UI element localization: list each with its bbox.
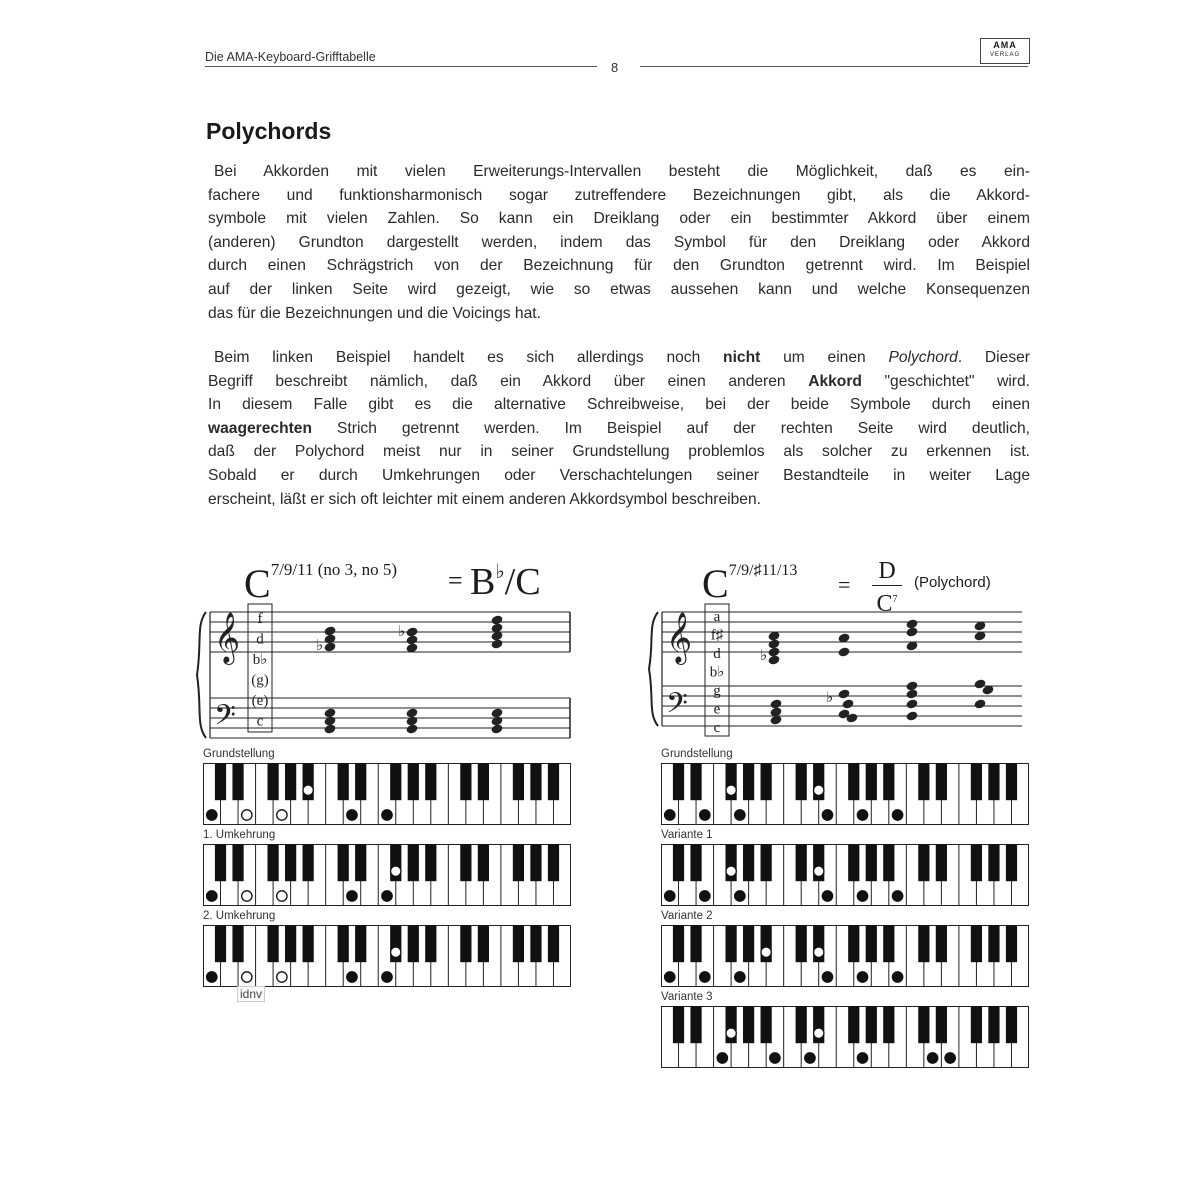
notehead <box>905 698 918 709</box>
notehead <box>405 642 418 653</box>
notehead <box>767 630 780 641</box>
note-name-label: d <box>713 646 721 662</box>
black-key <box>548 925 559 962</box>
paragraph-1-line: auf der linken Seite wird gezeigt, wie so etwas aussehen kann und welche Konsequenzen <box>208 280 1030 298</box>
keyboard-label: 1. Umkehrung <box>203 829 276 841</box>
black-key <box>478 763 489 800</box>
watermark: idnv <box>237 986 265 1002</box>
keyboard-diagram <box>661 925 1029 987</box>
filled-dot <box>857 810 867 820</box>
left-alt-symbol <box>470 560 541 604</box>
header-rule-left <box>205 66 597 67</box>
open-dot <box>391 866 401 876</box>
black-key <box>267 844 278 881</box>
text-run: um einen <box>760 349 889 366</box>
black-key <box>232 925 243 962</box>
black-key <box>1006 925 1017 962</box>
black-key <box>390 763 401 800</box>
notehead <box>837 632 850 643</box>
notehead <box>905 626 918 637</box>
note-name-label: d <box>256 631 264 648</box>
filled-dot <box>822 810 832 820</box>
open-dot <box>726 866 736 876</box>
right-grand-staff <box>649 604 1022 736</box>
black-key <box>425 925 436 962</box>
logo-subtext: VERLAG <box>989 52 1021 58</box>
paragraph-2-line: Sobald er durch Umkehrungen oder Verschachtelungen seiner Bestandteile in weiter Lage <box>208 466 1030 484</box>
black-key <box>918 763 929 800</box>
open-dot <box>814 947 824 957</box>
notehead <box>405 723 418 734</box>
filled-dot <box>857 891 867 901</box>
note-name-label: b♭ <box>709 664 725 681</box>
notehead <box>837 688 850 699</box>
polychord-annotation: (Polychord) <box>914 574 991 591</box>
black-key <box>355 925 366 962</box>
open-dot <box>391 947 401 957</box>
italic-word: Polychord <box>888 349 958 366</box>
note-name-box <box>248 604 272 732</box>
black-key <box>267 763 278 800</box>
black-key <box>866 1006 877 1043</box>
fraction-bottom-letter: C <box>876 591 893 617</box>
paragraph-2-line: daß der Polychord meist nur in seiner Grundstellung problemlos als solcher zu erkennen ist. <box>208 443 1030 461</box>
paragraph-2-line <box>208 346 1030 370</box>
black-key <box>513 763 524 800</box>
black-key <box>530 763 541 800</box>
open-dot <box>726 1028 736 1038</box>
fraction-top: D <box>878 558 896 584</box>
flat-icon: ♭ <box>760 646 768 664</box>
paragraph-1-line: (anderen) Grundton dargestellt werden, indem das Symbol für den Dreiklang oder Akkord <box>208 233 1030 251</box>
notehead <box>769 706 782 717</box>
notehead <box>841 698 854 709</box>
black-key <box>548 763 559 800</box>
treble-clef-icon: 𝄞 <box>666 612 693 663</box>
paragraph-2-line: erscheint, läßt er sich oft leichter mit einem anderen Akkordsymbol beschreiben. <box>208 490 761 508</box>
filled-dot <box>665 972 675 982</box>
black-key <box>303 844 314 881</box>
bold-word: waagerechten <box>208 419 313 437</box>
open-dot <box>277 891 287 901</box>
open-dot <box>814 866 824 876</box>
black-key <box>513 844 524 881</box>
paragraph-1-line: fachere und funktionsharmonisch sogar zutreffendere Bezeichnungen gibt, als die Akkord- <box>208 186 1030 204</box>
black-key <box>460 763 471 800</box>
publisher-logo <box>980 38 1030 64</box>
black-key <box>215 763 226 800</box>
note-name-label: c <box>713 720 721 736</box>
black-key <box>971 925 982 962</box>
black-key <box>1006 763 1017 800</box>
black-key <box>215 925 226 962</box>
paragraph-2-line <box>208 417 1030 441</box>
black-key <box>988 1006 999 1043</box>
open-dot <box>242 972 252 982</box>
note-name-label: b♭ <box>252 652 268 668</box>
notehead <box>323 707 336 718</box>
notehead <box>490 614 503 625</box>
black-key <box>848 925 859 962</box>
black-key <box>425 763 436 800</box>
filled-dot <box>207 891 217 901</box>
filled-dot <box>735 972 745 982</box>
chord-extension: 7/9/11 (no 3, no 5) <box>270 560 398 579</box>
keyboard-diagram <box>661 1006 1029 1068</box>
notehead <box>981 684 994 695</box>
chord-root: C <box>244 561 271 606</box>
black-key <box>530 844 541 881</box>
fraction-sup: 7 <box>892 594 898 605</box>
notehead <box>405 634 418 645</box>
notehead <box>405 715 418 726</box>
notehead <box>490 622 503 633</box>
alt-bass: /C <box>504 561 541 603</box>
notehead <box>837 708 850 719</box>
black-key <box>338 925 349 962</box>
black-key <box>971 763 982 800</box>
notehead <box>905 618 918 629</box>
left-chord-symbol <box>244 560 397 607</box>
notehead <box>769 698 782 709</box>
black-key <box>761 1006 772 1043</box>
filled-dot <box>347 810 357 820</box>
flat-sign: ♭ <box>495 561 505 583</box>
filled-dot <box>382 810 392 820</box>
note-name-label: (g) <box>251 672 269 689</box>
note-name-label: f <box>257 611 263 627</box>
brace <box>197 612 206 738</box>
black-key <box>988 925 999 962</box>
black-key <box>866 844 877 881</box>
left-treble-staff <box>210 612 570 652</box>
notehead <box>405 626 418 637</box>
notehead <box>490 707 503 718</box>
bass-clef-icon: 𝄢 <box>666 687 688 727</box>
bold-word: Akkord <box>808 372 862 390</box>
notehead <box>323 633 336 644</box>
equals-sign: = <box>448 566 463 595</box>
black-key <box>425 844 436 881</box>
filled-dot <box>735 891 745 901</box>
note-names <box>251 609 724 736</box>
chord-root: C <box>702 561 729 606</box>
filled-dot <box>347 891 357 901</box>
black-key <box>460 844 471 881</box>
notehead <box>767 646 780 657</box>
black-key <box>215 844 226 881</box>
black-key <box>936 763 947 800</box>
brace <box>649 612 658 726</box>
black-key <box>408 763 419 800</box>
filled-dot <box>382 972 392 982</box>
keyboard-label: Variante 3 <box>661 991 713 1003</box>
black-key <box>338 763 349 800</box>
right-treble-staff <box>662 612 1022 652</box>
black-key <box>673 763 684 800</box>
notehead <box>323 723 336 734</box>
bold-word: nicht <box>723 349 761 366</box>
note-name-label: f♯ <box>710 627 724 644</box>
black-key <box>673 1006 684 1043</box>
black-key <box>513 925 524 962</box>
filled-dot <box>857 1053 867 1063</box>
black-key <box>918 1006 929 1043</box>
keyboard-label: Grundstellung <box>661 748 733 760</box>
black-key <box>338 844 349 881</box>
notehead <box>490 638 503 649</box>
open-dot <box>303 785 313 795</box>
notehead <box>973 630 986 641</box>
black-key <box>848 844 859 881</box>
notehead <box>905 680 918 691</box>
black-key <box>530 925 541 962</box>
filled-dot <box>700 972 710 982</box>
keyboard-diagram <box>661 763 1029 825</box>
note-name-label: e <box>713 701 721 718</box>
filled-dot <box>665 891 675 901</box>
black-key <box>725 925 736 962</box>
page-number: 8 <box>611 60 619 75</box>
black-key <box>285 925 296 962</box>
header-rule-right <box>640 66 1028 67</box>
text-run: Beim linken Beispiel handelt es sich allerdings noch <box>214 349 724 366</box>
black-key <box>761 763 772 800</box>
notehead <box>905 640 918 651</box>
black-key <box>232 763 243 800</box>
notehead <box>769 714 782 725</box>
right-chord-symbol <box>702 560 797 607</box>
black-key <box>743 925 754 962</box>
notehead <box>837 646 850 657</box>
left-bass-staff <box>210 698 570 738</box>
open-dot <box>761 947 771 957</box>
logo-text: AMA <box>993 40 1017 50</box>
black-key <box>988 844 999 881</box>
black-key <box>883 844 894 881</box>
note-name-box <box>705 604 729 736</box>
black-key <box>285 763 296 800</box>
black-key <box>866 925 877 962</box>
paragraph-1-line: symbole mit vielen Zahlen. So kann ein Dreiklang oder ein bestimmter Akkord über einem <box>208 210 1030 228</box>
filled-dot <box>822 891 832 901</box>
alt-root: B <box>470 561 496 603</box>
section-title: Polychords <box>206 118 332 144</box>
equals-sign: = <box>838 572 851 597</box>
notehead <box>973 678 986 689</box>
paragraph-2-line <box>208 370 1030 394</box>
filled-dot <box>207 810 217 820</box>
black-key <box>761 844 772 881</box>
notehead <box>973 698 986 709</box>
black-key <box>673 925 684 962</box>
black-key <box>743 1006 754 1043</box>
polychord-fraction <box>872 558 902 617</box>
black-key <box>971 1006 982 1043</box>
notehead <box>490 630 503 641</box>
fraction-bottom <box>872 587 902 617</box>
notehead <box>490 723 503 734</box>
black-key <box>232 844 243 881</box>
filled-dot <box>927 1053 937 1063</box>
black-key <box>690 763 701 800</box>
notehead <box>845 712 858 723</box>
notehead <box>767 638 780 649</box>
flat-icon: ♭ <box>398 622 406 640</box>
note-name-label: g <box>713 683 721 699</box>
filled-dot <box>822 972 832 982</box>
text-run: Begriff beschreibt nämlich, daß ein Akkord über einen anderen <box>208 372 809 390</box>
paragraph-1 <box>208 160 1030 325</box>
black-key <box>796 763 807 800</box>
keyboard-label: Grundstellung <box>203 748 275 760</box>
filled-dot <box>892 972 902 982</box>
keyboard-label: Variante 1 <box>661 829 713 841</box>
filled-dot <box>347 972 357 982</box>
paragraph-2 <box>208 346 1030 511</box>
flat-icon: ♭ <box>316 636 324 654</box>
right-bass-staff <box>662 686 1022 726</box>
paragraph-1-line: Bei Akkorden mit vielen Erweiterungs-Intervallen besteht die Möglichkeit, daß es ein- <box>214 163 1030 180</box>
black-key <box>460 925 471 962</box>
black-key <box>743 844 754 881</box>
notehead <box>905 710 918 721</box>
black-key <box>936 844 947 881</box>
black-key <box>918 925 929 962</box>
paragraph-1-line: durch einen Schrägstrich von der Bezeichnung für den Grundton getrennt wird. Im Beispiel <box>208 257 1030 275</box>
black-key <box>355 763 366 800</box>
open-dot <box>726 785 736 795</box>
filled-dot <box>382 891 392 901</box>
black-key <box>918 844 929 881</box>
black-key <box>936 1006 947 1043</box>
filled-dot <box>945 1053 955 1063</box>
black-key <box>848 1006 859 1043</box>
note-name-label: c <box>256 713 264 730</box>
filled-dot <box>717 1053 727 1063</box>
open-dot <box>814 1028 824 1038</box>
keyboard-diagram <box>661 844 1029 906</box>
black-key <box>673 844 684 881</box>
open-dot <box>242 810 252 820</box>
notehead <box>405 707 418 718</box>
black-key <box>796 844 807 881</box>
black-key <box>866 763 877 800</box>
keyboard-diagram <box>203 763 571 825</box>
note-name-label: (e) <box>251 693 269 709</box>
black-key <box>796 1006 807 1043</box>
flat-icon: ♭ <box>826 688 834 706</box>
black-key <box>408 925 419 962</box>
paragraph-2-line: In diesem Falle gibt es die alternative Schreibweise, bei der beide Symbole durch einen <box>208 396 1030 414</box>
black-key <box>1006 1006 1017 1043</box>
black-key <box>690 844 701 881</box>
black-key <box>883 1006 894 1043</box>
notehead <box>973 620 986 631</box>
filled-dot <box>207 972 217 982</box>
keyboard-diagram <box>203 844 571 906</box>
running-head: Die AMA-Keyboard-Grifftabelle <box>205 50 376 64</box>
noteheads <box>316 614 995 734</box>
filled-dot <box>892 810 902 820</box>
notehead <box>323 641 336 652</box>
black-key <box>548 844 559 881</box>
keyboard-diagram <box>203 925 571 987</box>
black-key <box>883 763 894 800</box>
open-dot <box>242 891 252 901</box>
filled-dot <box>892 891 902 901</box>
filled-dot <box>700 810 710 820</box>
filled-dot <box>700 891 710 901</box>
black-key <box>690 1006 701 1043</box>
black-key <box>478 925 489 962</box>
black-key <box>408 844 419 881</box>
text-run: . Dieser <box>957 349 1030 366</box>
notehead <box>490 715 503 726</box>
black-key <box>936 925 947 962</box>
notehead <box>905 688 918 699</box>
filled-dot <box>857 972 867 982</box>
left-grand-staff <box>197 604 570 738</box>
chord-extension: 7/9/♯11/13 <box>728 562 798 579</box>
text-run: "geschichtet" wird. <box>861 372 1031 390</box>
black-key <box>796 925 807 962</box>
paragraph-1-line: das für die Bezeichnungen und die Voicings hat. <box>208 304 541 322</box>
notehead <box>767 654 780 665</box>
black-key <box>285 844 296 881</box>
black-key <box>848 763 859 800</box>
black-key <box>303 925 314 962</box>
filled-dot <box>805 1053 815 1063</box>
note-name-label: a <box>713 609 721 625</box>
black-key <box>1006 844 1017 881</box>
filled-dot <box>770 1053 780 1063</box>
black-key <box>988 763 999 800</box>
open-dot <box>277 810 287 820</box>
filled-dot <box>735 810 745 820</box>
notehead <box>323 715 336 726</box>
black-key <box>971 844 982 881</box>
open-dot <box>814 785 824 795</box>
treble-clef-icon: 𝄞 <box>214 612 241 663</box>
black-key <box>355 844 366 881</box>
keyboard-label: 2. Umkehrung <box>203 910 276 922</box>
black-key <box>743 763 754 800</box>
text-run: Strich getrennt werden. Im Beispiel auf der rechten Seite wird deutlich, <box>312 419 1030 437</box>
keyboard-label: Variante 2 <box>661 910 713 922</box>
black-key <box>690 925 701 962</box>
black-key <box>883 925 894 962</box>
black-key <box>478 844 489 881</box>
fraction-bar <box>872 585 902 586</box>
notehead <box>323 625 336 636</box>
bass-clef-icon: 𝄢 <box>214 699 236 739</box>
filled-dot <box>665 810 675 820</box>
open-dot <box>277 972 287 982</box>
black-key <box>267 925 278 962</box>
